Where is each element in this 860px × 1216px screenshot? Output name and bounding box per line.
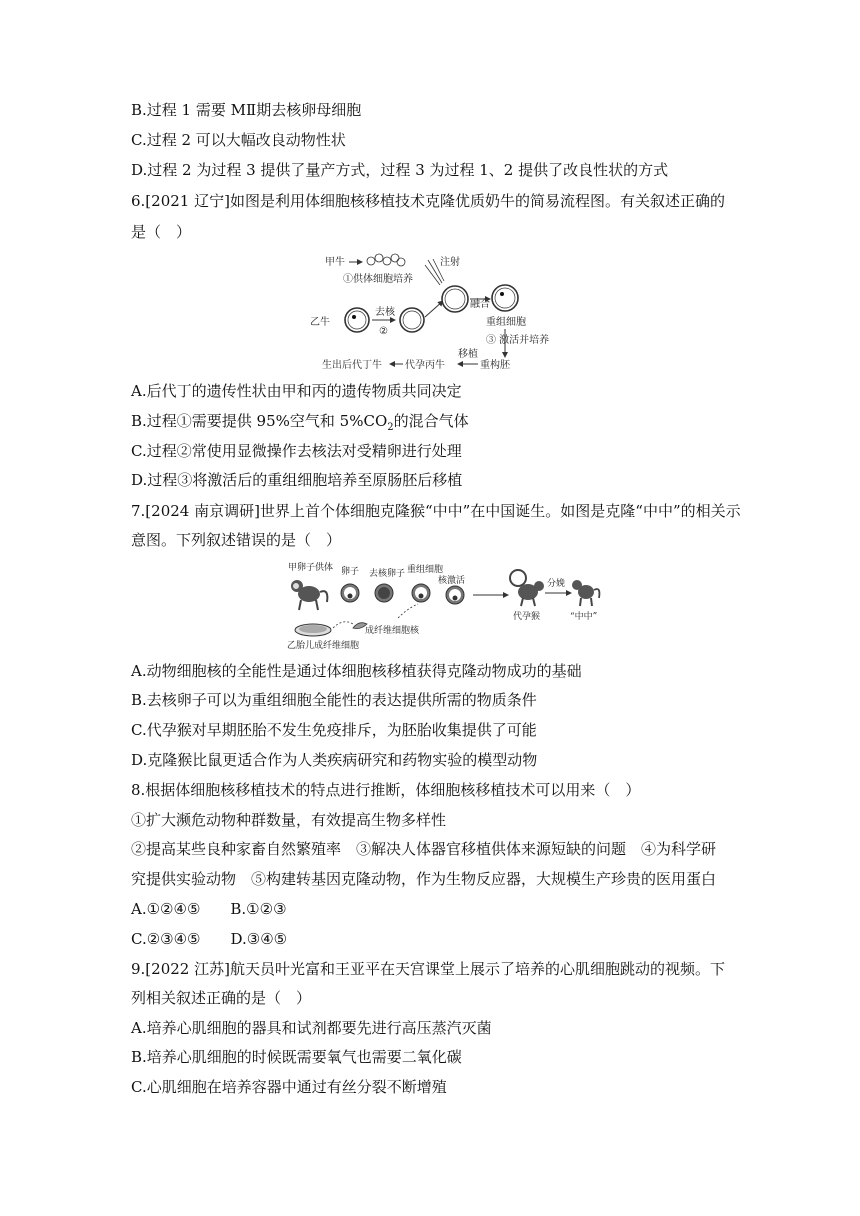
fig6-step2-label: ②: [379, 326, 388, 337]
question-7-stem-cont: 意图。下列叙述错误的是（ ）: [131, 531, 342, 549]
fig7-donor-label: 甲卵子供体: [288, 563, 334, 573]
q8-item-1: ①扩大濒危动物种群数量，有效提高生物多样性: [131, 811, 447, 829]
cell-cluster-icon: [367, 254, 405, 266]
fig7-egg-label: 卵子: [341, 567, 360, 577]
fig6-recomb-cell-label: 重组细胞: [486, 317, 526, 328]
q7-option-a: A.动物细胞核的全能性是通过体细胞核移植获得克隆动物成功的基础: [131, 662, 582, 680]
option-b-q5: B.过程 1 需要 MⅡ期去核卵母细胞: [131, 101, 362, 119]
q9-option-b: B.培养心肌细胞的时候既需要氧气也需要二氧化碳: [131, 1048, 462, 1066]
oocyte-with-nucleus-icon: [345, 308, 369, 332]
question-6-stem: 6.[2021 辽宁]如图是利用体细胞核移植技术克隆优质奶牛的简易流程图。有关叙述正确的: [131, 192, 725, 210]
q6-option-b: B.过程①需要提供 95%空气和 $5\%CO_2$的混合气体: [131, 412, 469, 433]
question-9-stem: 9.[2022 江苏]航天员叶光富和王亚平在天宫课堂上展示了培养的心肌细胞跳动的视频。下: [131, 960, 725, 978]
fig7-fibro-label: 乙胎儿成纤维细胞: [287, 641, 360, 651]
fig6-surrogate-label: 代孕丙牛: [405, 360, 445, 371]
fused-cell-icon: [442, 286, 468, 312]
fig7-surrogate-label: 代孕猴: [513, 612, 541, 622]
q6-option-c: C.过程②常使用显微操作去核法对受精卵进行处理: [131, 442, 462, 460]
recombinant-cell-icon-q7: [412, 584, 430, 602]
activated-cell-icon: [446, 586, 464, 604]
q6-option-d: D.过程③将激活后的重组细胞培养至原肠胚后移植: [131, 471, 463, 489]
fig6-inject-label: 注射: [440, 257, 460, 268]
question-7-stem: 7.[2024 南京调研]世界上首个体细胞克隆猴“中中”在中国诞生。如图是克隆“中中”的相关示: [131, 502, 741, 520]
fig6-yi-label: 乙牛: [310, 317, 330, 328]
egg-icon: [341, 584, 359, 602]
q8-item-2: ②提高某些良种家畜自然繁殖率 ③解决人体器官移植供体来源短缺的问题 ④为科学研: [131, 840, 717, 858]
fig7-fibro-nucleus-label: 成纤维细胞核: [365, 626, 420, 636]
question-8-stem: 8.根据体细胞核移植技术的特点进行推断，体细胞核移植技术可以用来（ ）: [131, 781, 641, 799]
enucleated-oocyte-icon: [400, 308, 424, 332]
fig7-birth-label: 分娩: [547, 579, 566, 589]
monkey-icon: [291, 580, 327, 610]
fig7-activation-label: 核激活: [438, 576, 466, 586]
recombinant-cell-icon: [492, 285, 518, 311]
fig7-recomb-cell-label: 重组细胞: [407, 565, 444, 575]
option-d-q5: D.过程 2 为过程 3 提供了量产方式，过程 3 为过程 1、2 提供了改良性状的方式: [131, 161, 669, 179]
fig6-jia-label: 甲牛: [325, 257, 345, 268]
q7-option-c: C.代孕猴对早期胚胎不发生免疫排斥，为胚胎收集提供了可能: [131, 721, 537, 739]
fig6-enucleate-label: 去核: [375, 307, 395, 318]
q6-option-a: A.后代丁的遗传性状由甲和丙的遗传物质共同决定: [131, 382, 462, 400]
fig6-transplant-label: 移植: [458, 349, 478, 360]
surrogate-monkey-icon: [510, 570, 544, 606]
question-9-stem-cont: 列相关叙述正确的是（ ）: [131, 989, 312, 1007]
question-6-stem-cont: 是（ ）: [131, 223, 192, 241]
figure-q7-monkey-cloning: [283, 558, 613, 658]
fig6-fuse-label: 融合: [470, 299, 490, 310]
zhongzhong-monkey-icon: [572, 580, 599, 606]
fig6-culture-label: ①供体细胞培养: [343, 274, 413, 285]
q9-option-a: A.培养心肌细胞的器具和试剂都要先进行高压蒸汽灭菌: [131, 1019, 492, 1037]
co2-subscript: 2: [387, 422, 394, 433]
option-c-q5: C.过程 2 可以大幅改良动物性状: [131, 131, 346, 149]
q8-item-3: 究提供实验动物 ⑤构建转基因克隆动物，作为生物反应器，大规模生产珍贵的医用蛋白: [131, 870, 717, 888]
fig6-activate-label: ③ 激活并培养: [486, 335, 550, 346]
fig6-recomb-embryo-label: 重构胚: [480, 360, 510, 371]
q8-options-cd: C.②③④⑤ D.③④⑤: [131, 930, 288, 948]
fig7-enucleated-egg-label: 去核卵子: [369, 569, 406, 579]
q7-option-b: B.去核卵子可以为重组细胞全能性的表达提供所需的物质条件: [131, 691, 537, 709]
figure-q6-cattle-cloning: [300, 245, 570, 375]
q7-option-d: D.克隆猴比鼠更适合作为人类疾病研究和药物实验的模型动物: [131, 751, 538, 769]
enucleated-egg-icon: [375, 584, 393, 602]
fig6-offspring-label: 生出后代丁牛: [322, 360, 382, 371]
petri-dish-icon: [295, 624, 331, 636]
q9-option-c: C.心肌细胞在培养容器中通过有丝分裂不断增殖: [131, 1078, 447, 1096]
q8-options-ab: A.①②④⑤ B.①②③: [131, 900, 287, 918]
fig7-baby-label: “中中”: [570, 612, 598, 622]
